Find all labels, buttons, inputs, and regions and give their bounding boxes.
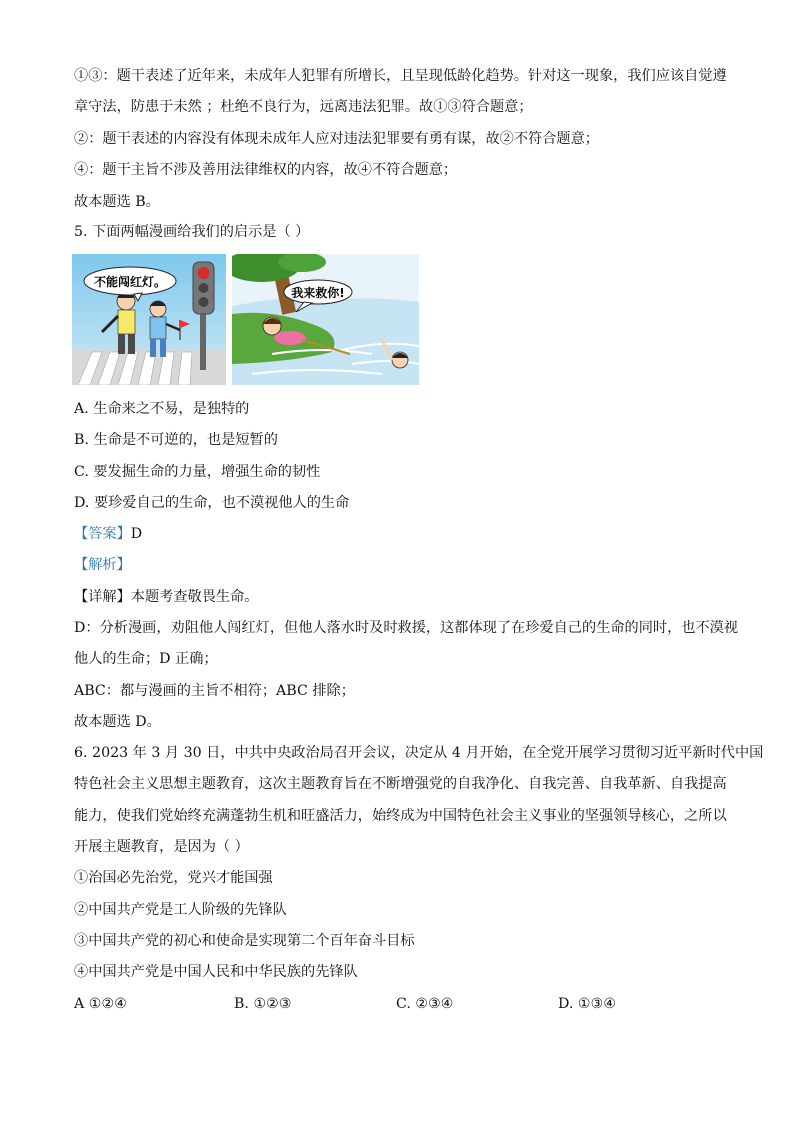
text-line: 能力，使我们党始终充满蓬勃生机和旺盛活力，始终成为中国特色社会主义事业的坚强领导核心，之所以 (74, 808, 727, 824)
comic-rescue-illustration (232, 254, 419, 385)
text-line: 故本题选 B。 (74, 194, 160, 210)
choice-d: D. ①③④ (558, 996, 617, 1012)
comic-water-rescue (232, 254, 419, 385)
option-b: B. 生命是不可逆的，也是短暂的 (74, 432, 278, 448)
option-c: C. 要发掘生命的力量，增强生命的韧性 (74, 464, 321, 480)
answer-line (74, 524, 142, 544)
detail-line: 【详解】本题考查敬畏生命。 (74, 589, 259, 605)
question-6: 6. 2023 年 3 月 30 日，中共中央政治局召开会议，决定从 4 月开始，在全党开展学习贯彻习近平新时代中国 (74, 745, 764, 761)
text-line: 章守法，防患于未然 ；杜绝不良行为，远离违法犯罪。故①③符合题意； (74, 99, 533, 115)
question-5: 5. 下面两幅漫画给我们的启示是（ ） (74, 224, 310, 240)
choice-b: B. ①②③ (234, 996, 292, 1012)
answer-value: D (130, 526, 143, 542)
comic-traffic-light (72, 254, 226, 385)
statement-4: ④中国共产党是中国人民和中华民族的先锋队 (74, 964, 358, 980)
text-line: ④：题干主旨不涉及善用法律维权的内容，故④不符合题意； (74, 162, 458, 178)
statement-3: ③中国共产党的初心和使命是实现第二个百年奋斗目标 (74, 933, 415, 949)
answer-tag: 【答案】 (74, 526, 131, 542)
analysis-tag: 【解析】 (74, 557, 131, 573)
choice-c: C. ②③④ (396, 996, 454, 1012)
text-line: ①③：题干表述了近年来，未成年人犯罪有所增长，且呈现低龄化趋势。针对这一现象，我们应该自觉遵 (74, 68, 727, 84)
choice-a: A ①②④ (74, 996, 127, 1012)
statement-1: ①治国必先治党，党兴才能国强 (74, 870, 273, 886)
comic-right-bubble: 我来救你! (291, 286, 345, 300)
comic-left-bubble: 不能闯红灯。 (94, 275, 167, 289)
text-line: 特色社会主义思想主题教育，这次主题教育旨在不断增强党的自我净化、自我完善、自我革新、自我提高 (74, 776, 727, 792)
statement-2: ②中国共产党是工人阶级的先锋队 (74, 902, 287, 918)
text-line: D：分析漫画，劝阻他人闯红灯，但他人落水时及时救援，这都体现了在珍爱自己的生命的同时，也不漠视 (74, 620, 739, 636)
option-d: D. 要珍爱自己的生命，也不漠视他人的生命 (74, 495, 350, 511)
text-line: 开展主题教育，是因为（ ） (74, 839, 249, 855)
text-line: 故本题选 D。 (74, 714, 161, 730)
text-line: 他人的生命；D 正确； (74, 651, 218, 667)
option-a: A. 生命来之不易，是独特的 (74, 401, 250, 417)
text-line: ABC：都与漫画的主旨不相符；ABC 排除； (74, 683, 355, 699)
text-line: ②：题干表述的内容没有体现未成年人应对违法犯罪要有勇有谋，故②不符合题意； (74, 131, 599, 147)
